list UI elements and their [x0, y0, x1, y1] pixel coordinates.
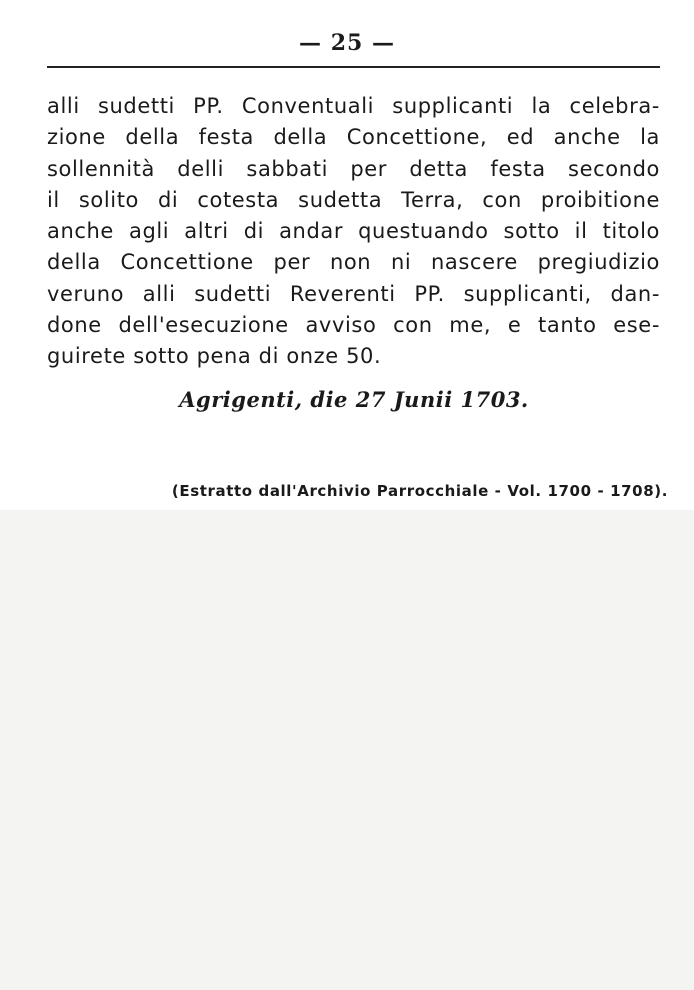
body-line: il solito di cotesta sudetta Terra, con proibitione	[47, 187, 660, 212]
page-number: — 25 —	[299, 30, 395, 56]
body-line: della Concettione per non ni nascere pregiudizio	[47, 250, 660, 275]
source-note: (Estratto dall'Archivio Parrocchiale - Vol. 1700 - 1708).	[171, 482, 668, 500]
body-line: sollennità delli sabbati per detta festa secondo	[47, 156, 660, 181]
body-line: anche agli altri di andar questuando sotto il titolo	[47, 219, 660, 244]
body-text	[47, 91, 660, 373]
body-line: zione della festa della Concettione, ed anche la	[47, 125, 660, 150]
header-rule	[47, 66, 660, 68]
dateline: Agrigenti, die 27 Junii 1703.	[179, 387, 529, 412]
body-line: done dell'esecuzione avviso con me, e tanto ese-	[47, 313, 660, 338]
body-line: guirete sotto pena di onze 50.	[47, 344, 382, 369]
body-line: alli sudetti PP. Conventuali supplicanti la celebra-	[47, 94, 660, 118]
body-line: veruno alli sudetti Reverenti PP. supplicanti, dan-	[47, 281, 660, 306]
